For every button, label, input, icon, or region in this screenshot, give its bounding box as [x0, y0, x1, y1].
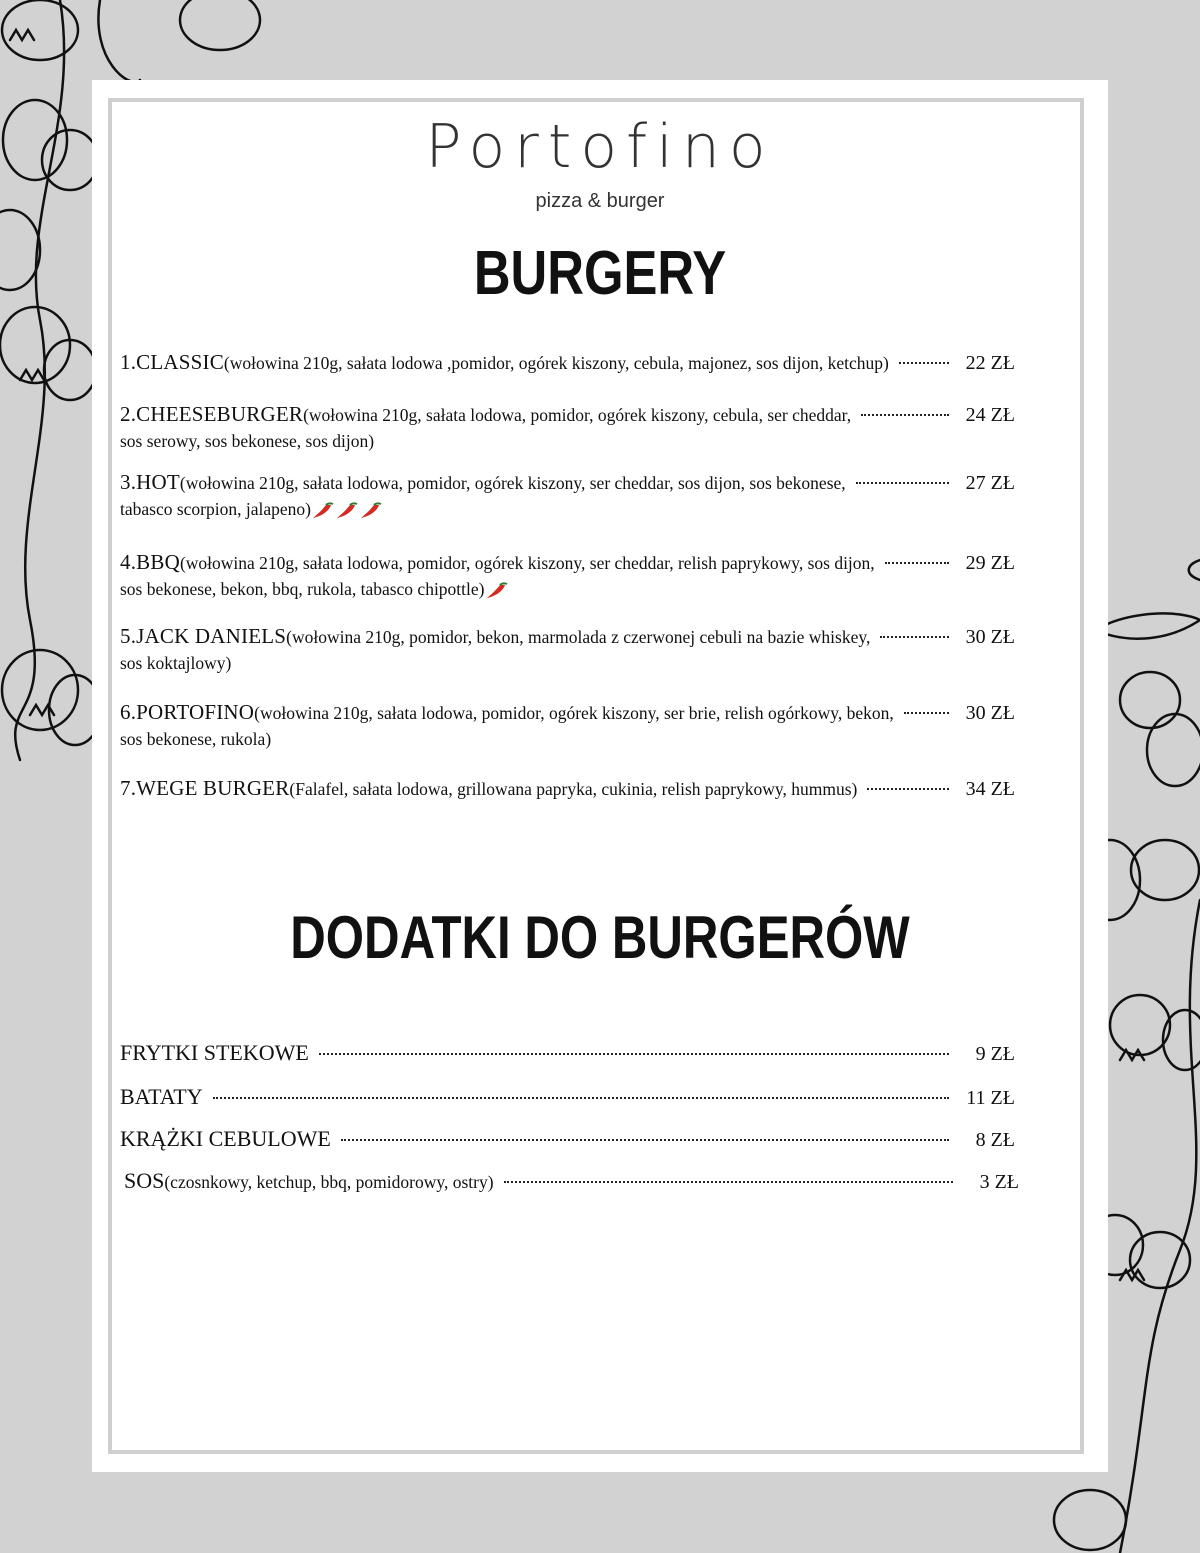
item-price: 22 ZŁ [965, 352, 1015, 374]
item-price: 30 ZŁ [965, 626, 1015, 648]
item-description: (wołowina 210g, sałata lodowa, pomidor, ogórek kiszony, ser cheddar, sos dijon, sos bekonese, [179, 473, 846, 493]
burgers-section-title: BURGERY [473, 239, 727, 308]
item-name: BATATY [120, 1084, 203, 1109]
spiciness-indicator [485, 579, 509, 600]
item-price: 27 ZŁ [965, 472, 1015, 494]
item-description: (wołowina 210g, sałata lodowa, pomidor, ogórek kiszony, ser brie, relish ogórkowy, bekon, [254, 703, 894, 723]
menu-item [120, 402, 1015, 452]
dot-leader [904, 712, 949, 714]
item-name: 4.BBQ [120, 550, 180, 574]
menu-item [120, 1084, 1015, 1110]
restaurant-name: Portofino [425, 112, 775, 182]
item-description-continued: sos serowy, sos bekonese, sos dijon) [120, 431, 375, 451]
dot-leader [899, 362, 949, 364]
chili-pepper-icon [359, 502, 383, 520]
dot-leader [213, 1097, 949, 1099]
spiciness-indicator [311, 499, 383, 520]
menu-item [120, 1040, 1015, 1066]
item-name: 5.JACK DANIELS [120, 624, 287, 648]
item-description: (czosnkowy, ketchup, bbq, pomidorowy, ostry) [164, 1172, 494, 1192]
item-name: 3.HOT [120, 470, 180, 494]
item-name: 2.CHEESEBURGER [120, 402, 304, 426]
item-name: FRYTKI STEKOWE [120, 1040, 309, 1065]
restaurant-tagline: pizza & burger [535, 190, 665, 212]
item-name: 1.CLASSIC [120, 350, 224, 374]
item-name: SOS [124, 1168, 165, 1193]
item-description: (Falafel, sałata lodowa, grillowana papryka, cukinia, relish paprykowy, hummus) [289, 779, 858, 799]
dot-leader [856, 482, 949, 484]
item-price: 30 ZŁ [965, 702, 1015, 724]
item-description-continued: sos bekonese, bekon, bbq, rukola, tabasco chipottle) [120, 579, 485, 599]
dot-leader [341, 1139, 949, 1141]
dot-leader [880, 636, 949, 638]
item-description: (wołowina 210g, sałata lodowa ,pomidor, ogórek kiszony, cebula, majonez, sos dijon, ketchup) [223, 353, 889, 373]
menu-item [120, 470, 1015, 520]
chili-pepper-icon [311, 502, 335, 520]
dot-leader [861, 414, 949, 416]
item-name: KRĄŻKI CEBULOWE [120, 1126, 331, 1151]
item-name: 7.WEGE BURGER [120, 776, 290, 800]
item-price: 9 ZŁ [975, 1043, 1015, 1065]
item-price: 24 ZŁ [965, 404, 1015, 426]
item-price: 11 ZŁ [966, 1087, 1015, 1109]
extras-section-title: DODATKI DO BURGERÓW [290, 904, 910, 971]
menu-item [120, 350, 1015, 375]
item-name: 6.PORTOFINO [120, 700, 255, 724]
item-price: 34 ZŁ [965, 778, 1015, 800]
menu-item [124, 1168, 1019, 1194]
chili-pepper-icon [335, 502, 359, 520]
dot-leader [504, 1181, 953, 1183]
item-description-continued: tabasco scorpion, jalapeno) [120, 499, 311, 519]
chili-pepper-icon [485, 582, 509, 600]
item-description-continued: sos bekonese, rukola) [120, 729, 272, 749]
item-description: (wołowina 210g, sałata lodowa, pomidor, ogórek kiszony, cebula, ser cheddar, [303, 405, 852, 425]
menu-item [120, 700, 1015, 750]
item-price: 3 ZŁ [979, 1171, 1019, 1193]
item-description-continued: sos koktajlowy) [120, 653, 232, 673]
dot-leader [885, 562, 949, 564]
right-stem [1120, 900, 1200, 1553]
menu-item [120, 550, 1015, 600]
menu-item [120, 1126, 1015, 1152]
menu-item [120, 776, 1015, 801]
menu-item [120, 624, 1015, 674]
dot-leader [867, 788, 949, 790]
item-description: (wołowina 210g, sałata lodowa, pomidor, ogórek kiszony, ser cheddar, relish paprykowy, sos dijon, [179, 553, 875, 573]
item-price: 8 ZŁ [975, 1129, 1015, 1151]
item-description: (wołowina 210g, pomidor, bekon, marmolada z czerwonej cebuli na bazie whiskey, [286, 627, 871, 647]
item-price: 29 ZŁ [965, 552, 1015, 574]
dot-leader [319, 1053, 949, 1055]
